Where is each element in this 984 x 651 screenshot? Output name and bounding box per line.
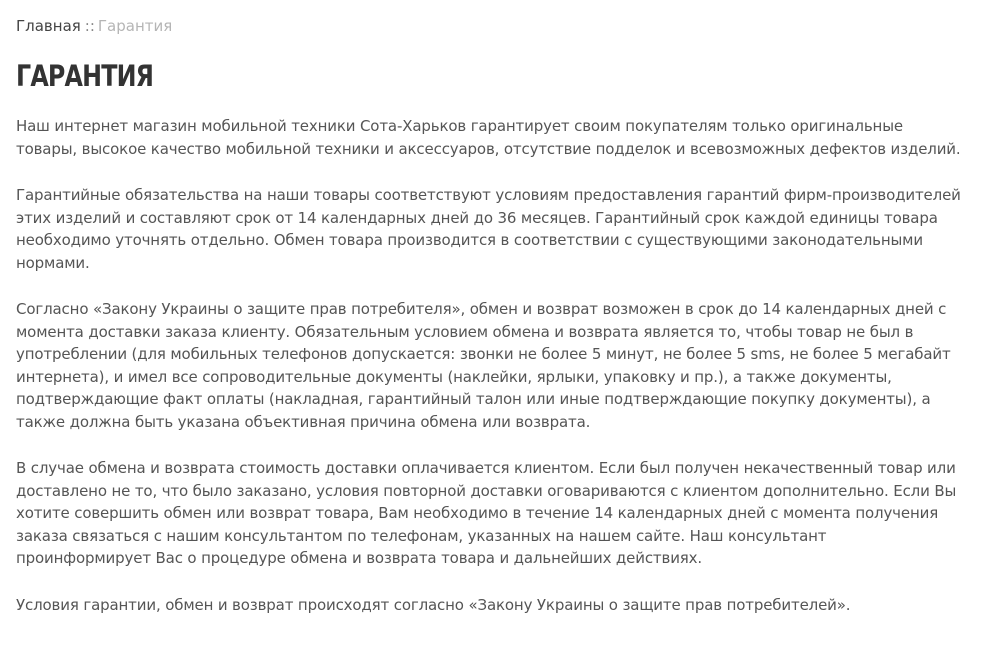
paragraph-conclusion: Условия гарантии, обмен и возврат происходят согласно «Закону Украины о защите прав потребителей». — [16, 595, 851, 614]
breadcrumb-separator: :: — [84, 17, 95, 35]
breadcrumb — [16, 16, 968, 36]
warranty-content — [16, 115, 964, 616]
breadcrumb-home-link[interactable]: Главная — [16, 17, 81, 35]
paragraph-warranty-terms: Гарантийные обязательства на наши товары соответствуют условиям предоставления гарантий фирм-производителей этих изделий и составляют срок от 14 календарных дней до 36 месяцев. Гарантийный срок каждой единицы товара необходимо уточнять отдельно. Обмен товара производится в соответствии с существующими законодательными нормами. — [16, 186, 961, 272]
paragraph-delivery-cost: В случае обмена и возврата стоимость доставки оплачивается клиентом. Если был получен некачественный товар или доставлено не то, что было заказано, условия повторной доставки оговариваются с клиентом дополнительно. Если Вы хотите совершить обмен или возврат товара, Вам необходимо в течение 14 календарных дней с момента получения заказа связаться с нашим консультантом по телефонам, указанных на нашем сайте. Наш консультант проинформирует Вас о процедуре обмена и возврата товара и дальнейших действиях. — [16, 459, 957, 567]
paragraph-intro: Наш интернет магазин мобильной техники Сота-Харьков гарантирует своим покупателям только оригинальные товары, высокое качество мобильной техники и аксессуаров, отсутствие подделок и всевозможных дефектов изделий. — [16, 117, 961, 158]
paragraph-consumer-law: Согласно «Закону Украины о защите прав потребителя», обмен и возврат возможен в срок до 14 календарных дней с момента доставки заказа клиенту. Обязательным условием обмена и возврата является то, чтобы товар не был в употреблении (для мобильных телефонов допускается: звонки не более 5 минут, не более 5 sms, не более 5 мегабайт интернета), и имел все сопроводительные документы (наклейки, ярлыки, упаковку и пр.), а также документы, подтверждающие факт оплаты (накладная, гарантийный талон или иные подтверждающие покупку документы), а также должна быть указана объективная причина обмена или возврата. — [16, 300, 951, 431]
breadcrumb-current: Гарантия — [97, 17, 173, 35]
page-title: ГАРАНТИЯ — [16, 59, 154, 93]
